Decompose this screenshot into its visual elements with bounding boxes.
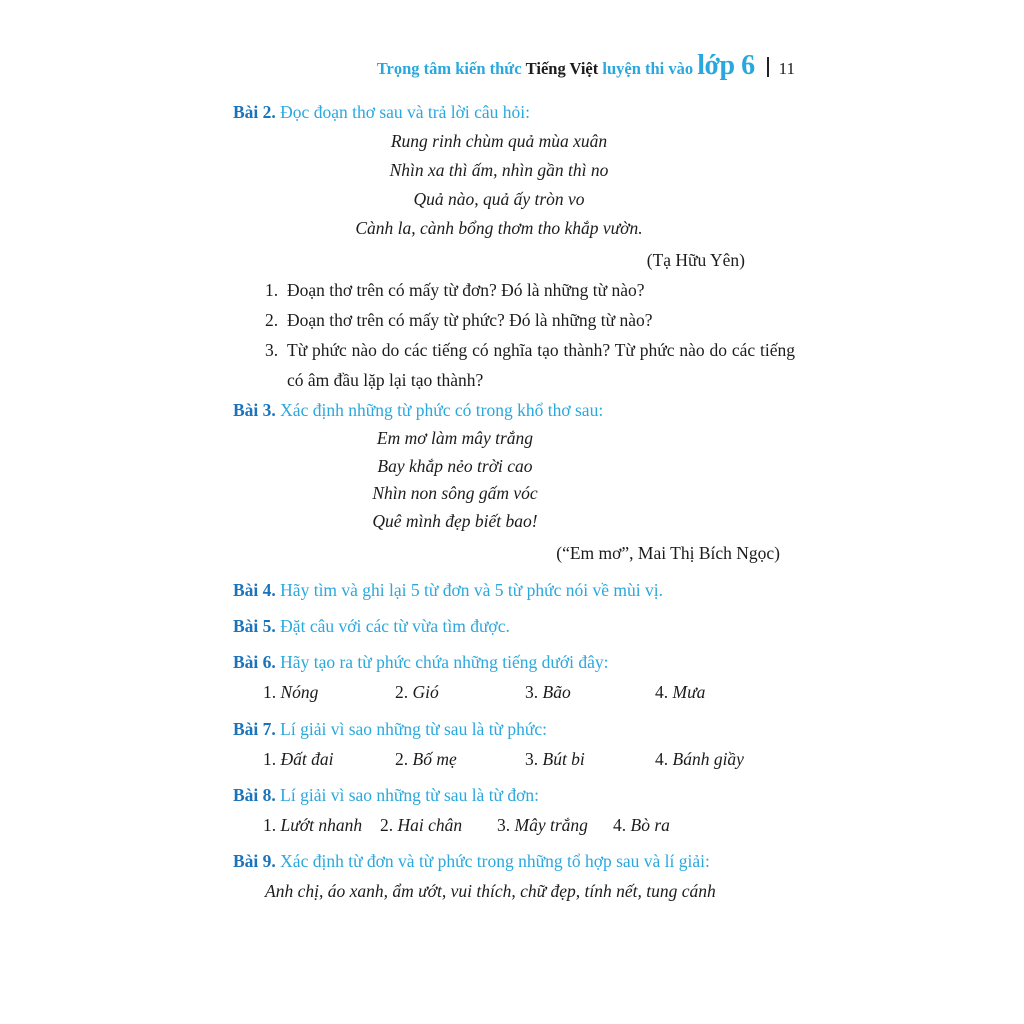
word-number: 3. (525, 682, 539, 702)
exercise-6-word-list (233, 677, 795, 707)
exercise-9-instruction: Xác định từ đơn và từ phức trong những tổ hợp sau và lí giải: (280, 851, 710, 871)
poem-line: Em mơ làm mây trắng (376, 428, 534, 448)
header-grade: lớp 6 (697, 50, 755, 81)
exercise-3-heading (233, 395, 795, 425)
question-item (233, 305, 795, 335)
exercise-3-label: Bài 3. (233, 400, 276, 420)
exercise-5-label: Bài 5. (233, 616, 276, 636)
exercise-2-poem (233, 127, 765, 243)
exercise-5-instruction: Đặt câu với các từ vừa tìm được. (280, 616, 510, 636)
word-number: 4. (655, 682, 669, 702)
exercise-8-word-list (233, 810, 795, 840)
exercise-8-label: Bài 8. (233, 785, 276, 805)
word-text: Nóng (280, 682, 319, 702)
question-text: Từ phức nào do các tiếng có nghĩa tạo thành? Từ phức nào do các tiếng có âm đầu lặp lại tạo thành? (287, 340, 795, 390)
poem-line: Cành la, cành bổng thơm tho khắp vườn. (355, 218, 643, 238)
word-number: 1. (263, 815, 277, 835)
word-number: 1. (263, 749, 277, 769)
word-text: Đất đai (280, 749, 334, 769)
word-text: Bò ra (630, 815, 670, 835)
exercise-2-heading (233, 97, 795, 127)
header-subject-title: Tiếng Việt (525, 59, 599, 78)
question-text: Đoạn thơ trên có mấy từ phức? Đó là những từ nào? (287, 310, 653, 330)
header-separator (767, 57, 769, 77)
word-text: Lướt nhanh (280, 815, 363, 835)
question-number: 2. (265, 310, 279, 330)
exercise-7-label: Bài 7. (233, 719, 276, 739)
word-item (655, 744, 744, 774)
poem-line: Nhìn non sông gấm vóc (372, 483, 538, 503)
word-text: Bánh giầy (672, 749, 744, 769)
word-number: 4. (613, 815, 627, 835)
exercise-6-instruction: Hãy tạo ra từ phức chứa những tiếng dưới đây: (280, 652, 609, 672)
word-number: 2. (395, 682, 409, 702)
exercise-9-heading (233, 846, 795, 876)
exercise-4-heading (233, 575, 795, 605)
exercise-7-heading (233, 714, 795, 744)
exercise-7-word-list (233, 744, 795, 774)
poem-line: Nhìn xa thì ấm, nhìn gần thì no (389, 160, 609, 180)
word-number: 3. (497, 815, 511, 835)
poem-author: (Tạ Hữu Yên) (646, 250, 745, 270)
word-number: 1. (263, 682, 277, 702)
word-item (525, 677, 655, 707)
question-text: Đoạn thơ trên có mấy từ đơn? Đó là những từ nào? (287, 280, 645, 300)
poem-line: Rung rinh chùm quả mùa xuân (390, 131, 608, 151)
word-item (395, 677, 525, 707)
word-text: Bố mẹ (412, 749, 457, 769)
exercise-4-instruction: Hãy tìm và ghi lại 5 từ đơn và 5 từ phức nói về mùi vị. (280, 580, 663, 600)
poem-line: Bay khắp nẻo trời cao (377, 455, 533, 476)
word-text: Gió (412, 682, 439, 702)
header-series-title: Trọng tâm kiến thức (376, 59, 522, 78)
word-text: Mưa (672, 682, 706, 702)
word-number: 2. (380, 815, 394, 835)
word-item (263, 810, 380, 840)
word-number: 2. (395, 749, 409, 769)
exercise-9-phrase-list: Anh chị, áo xanh, ẩm ướt, vui thích, chữ đẹp, tính nết, tung cánh (265, 881, 716, 901)
word-text: Bút bi (542, 749, 585, 769)
exercise-8-instruction: Lí giải vì sao những từ sau là từ đơn: (280, 785, 540, 805)
word-item (525, 744, 655, 774)
poem-source: (“Em mơ”, Mai Thị Bích Ngọc) (556, 543, 780, 563)
exercise-2-instruction: Đọc đoạn thơ sau và trả lời câu hỏi: (280, 102, 530, 122)
exercise-3-instruction: Xác định những từ phức có trong khổ thơ sau: (280, 400, 604, 420)
exercise-8-heading (233, 780, 795, 810)
word-text: Hai chân (397, 815, 463, 835)
poem-line: Quê mình đẹp biết bao! (372, 510, 538, 531)
exercise-7-instruction: Lí giải vì sao những từ sau là từ phức: (280, 719, 548, 739)
word-number: 4. (655, 749, 669, 769)
word-number: 3. (525, 749, 539, 769)
exercise-2-questions (233, 275, 795, 395)
word-text: Mây trắng (514, 815, 588, 835)
word-item (263, 744, 395, 774)
word-item (497, 810, 613, 840)
exercise-5-heading (233, 611, 795, 641)
exercise-4-label: Bài 4. (233, 580, 276, 600)
header-subtitle: luyện thi vào (602, 59, 694, 78)
question-number: 3. (265, 340, 279, 360)
word-item (613, 810, 670, 840)
exercise-6-heading (233, 647, 795, 677)
question-item (233, 335, 795, 395)
word-item (263, 677, 395, 707)
word-item (395, 744, 525, 774)
poem-line: Quả nào, quả ấy tròn vo (413, 189, 585, 209)
word-item (655, 677, 705, 707)
page-number: 11 (778, 59, 795, 78)
question-item (233, 275, 795, 305)
page-content (233, 97, 795, 906)
exercise-2-label: Bài 2. (233, 102, 276, 122)
word-text: Bão (542, 682, 571, 702)
exercise-6-label: Bài 6. (233, 652, 276, 672)
exercise-9-label: Bài 9. (233, 851, 276, 871)
word-item (380, 810, 497, 840)
question-number: 1. (265, 280, 279, 300)
exercise-3-poem (233, 425, 677, 535)
page-header (0, 51, 795, 85)
